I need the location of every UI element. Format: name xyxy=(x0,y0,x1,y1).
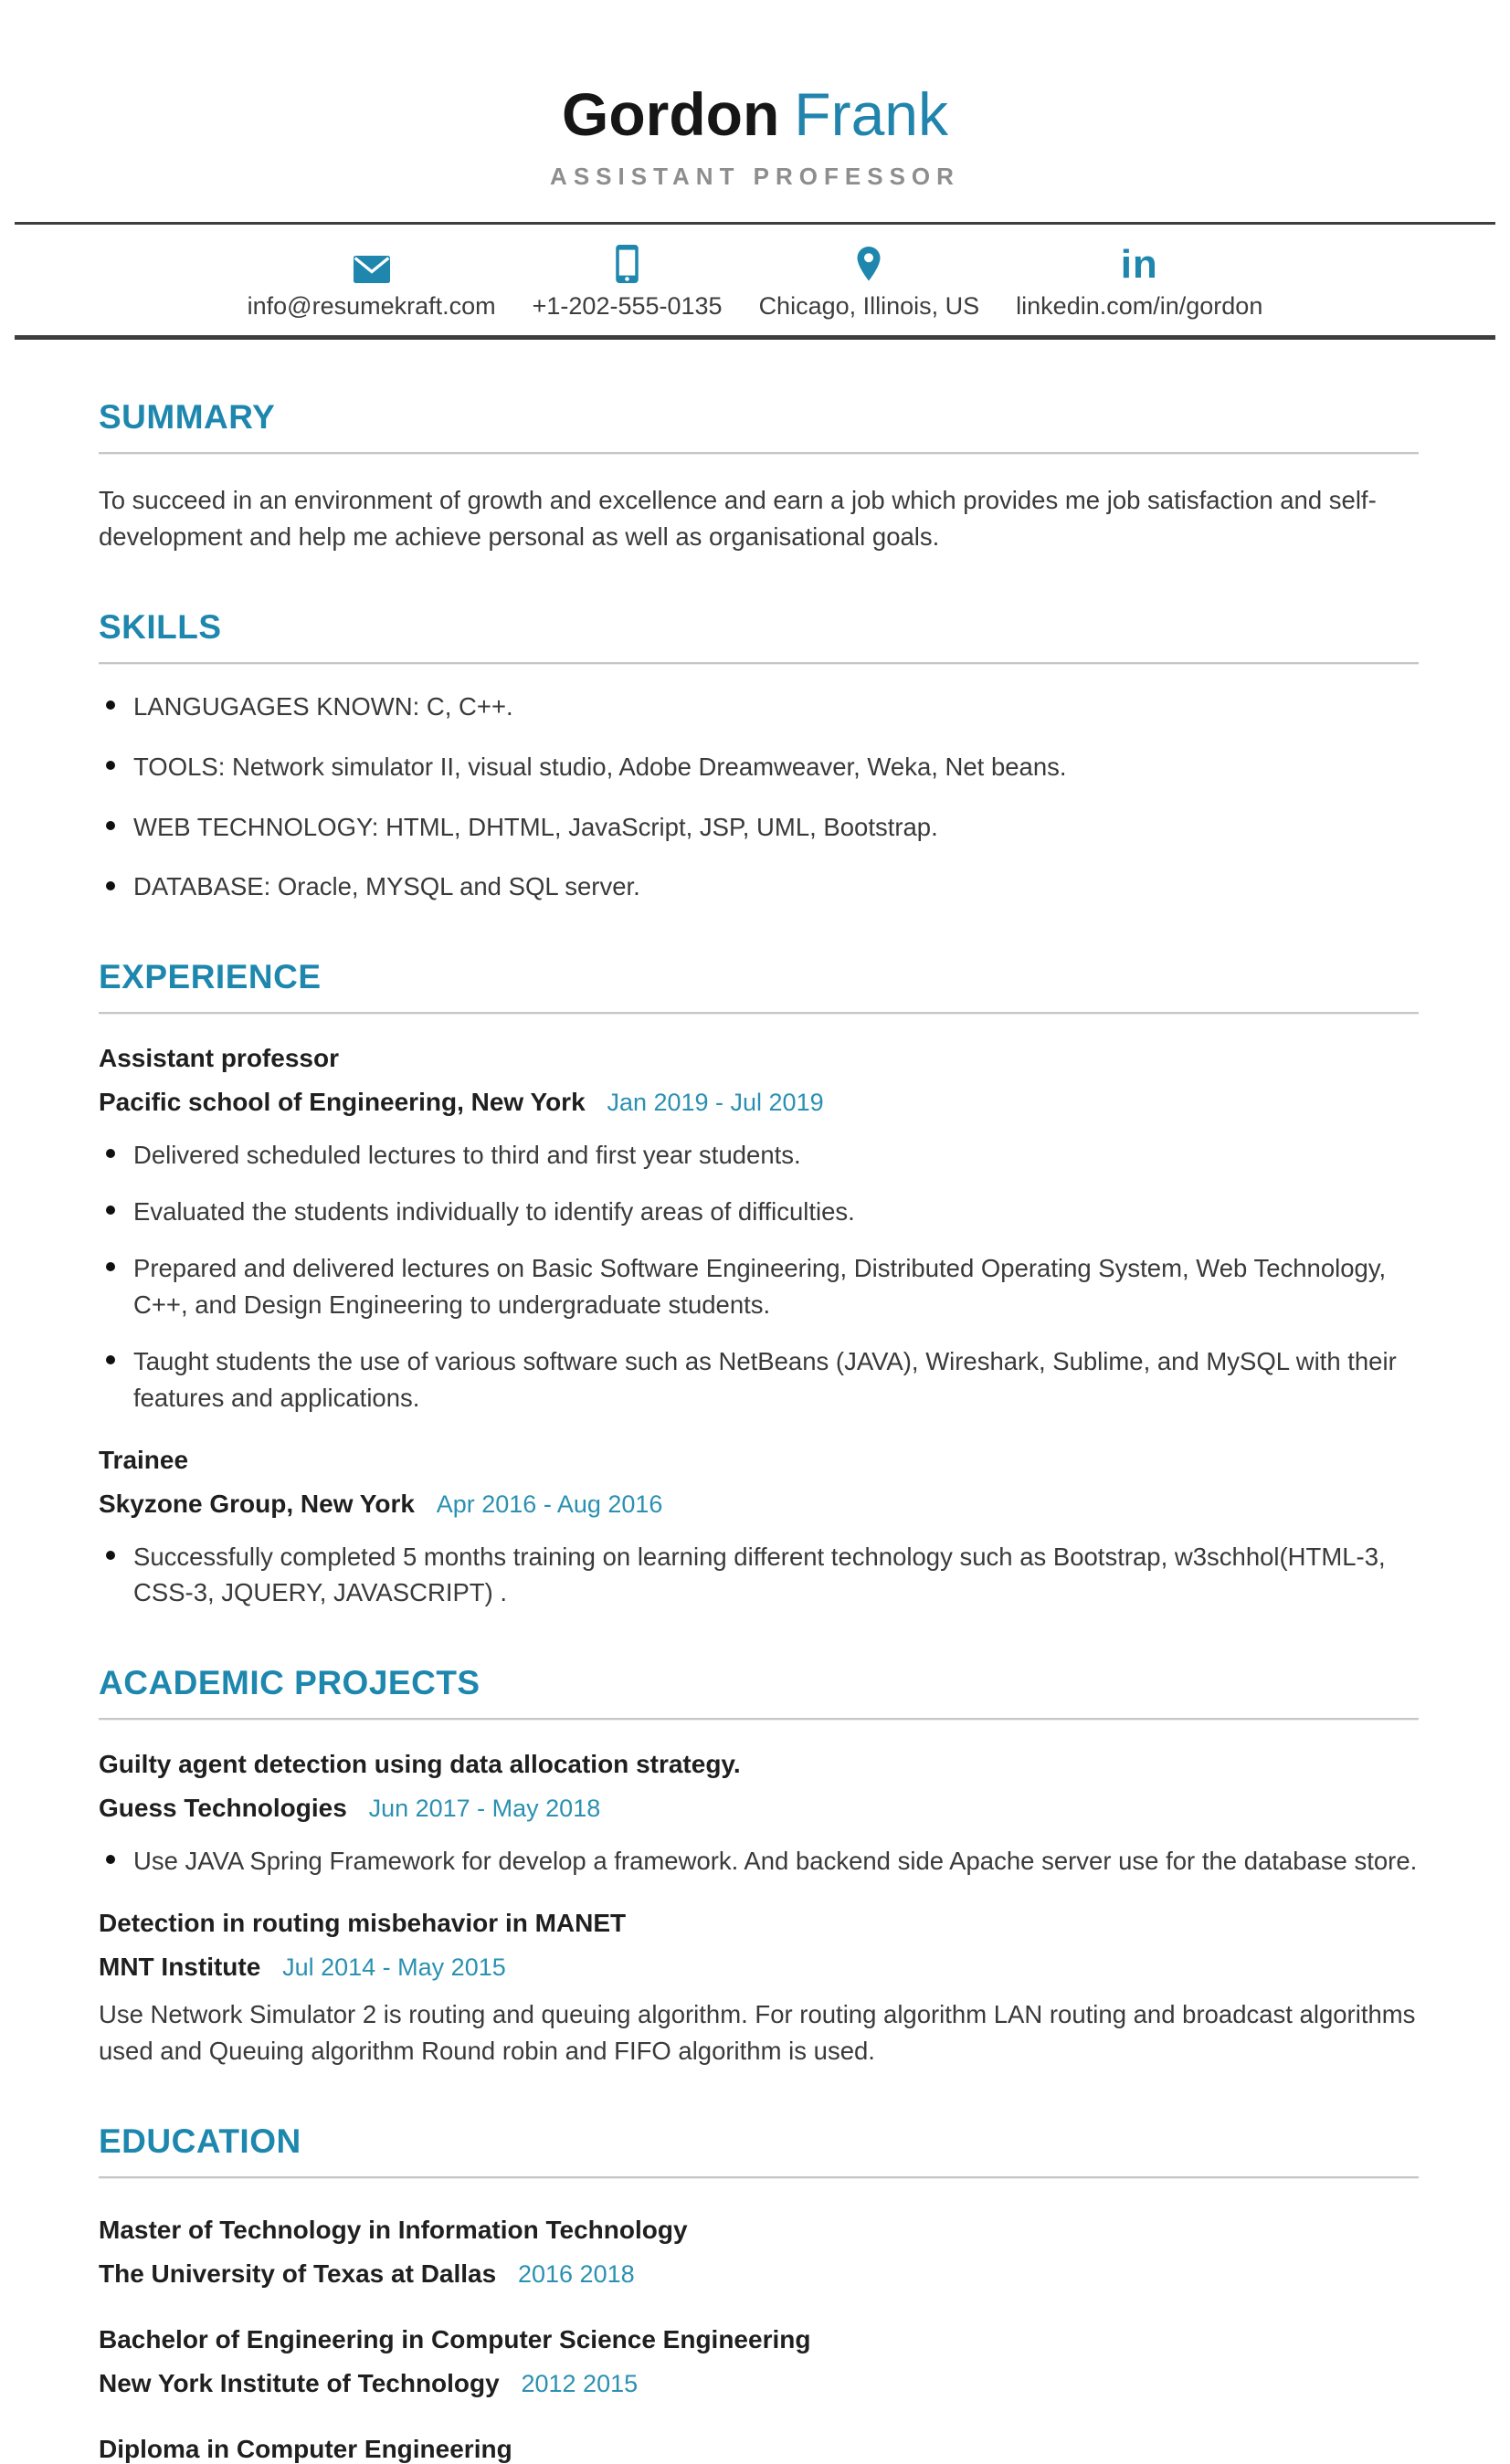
project-paragraph: Use Network Simulator 2 is routing and queuing algorithm. For routing algorithm LAN routing and broadcast algorithms used and Queuing algorithm Round robin and FIFO algorithm is used. xyxy=(99,2000,1416,2065)
education-entry xyxy=(99,2435,1419,2464)
project-entry xyxy=(99,1750,1419,1880)
project-org: Guess Technologies xyxy=(99,1794,347,1823)
job-role: Assistant professor xyxy=(99,1044,339,1073)
experience-heading: EXPERIENCE xyxy=(99,958,322,996)
job-bullets xyxy=(99,1539,1419,1612)
project-org-line xyxy=(99,1794,1419,1823)
last-name: Frank xyxy=(794,80,948,148)
skills-list xyxy=(99,689,1419,906)
school: The University of Texas at Dallas xyxy=(99,2259,497,2288)
job-entry xyxy=(99,1044,1419,1416)
section-education xyxy=(99,2122,1419,2464)
location-text: Chicago, Illinois, US xyxy=(758,292,980,320)
summary-text: To succeed in an environment of growth and excellence and earn a job which provides me job satisfaction and self-development and help me achieve personal as well as organisational goals. xyxy=(99,486,1377,551)
job-company: Pacific school of Engineering, New York xyxy=(99,1088,586,1117)
job-company: Skyzone Group, New York xyxy=(99,1489,415,1518)
job-role: Trainee xyxy=(99,1445,189,1474)
project-title: Guilty agent detection using data allocation strategy. xyxy=(99,1750,741,1779)
email-icon xyxy=(354,243,390,283)
school: New York Institute of Technology xyxy=(99,2368,500,2397)
resume-body xyxy=(0,340,1510,2464)
person-name xyxy=(0,80,1510,148)
job-title: ASSISTANT PROFESSOR xyxy=(550,163,960,190)
education-dates: 2012 2015 xyxy=(521,2369,639,2397)
job-dates: Jan 2019 - Jul 2019 xyxy=(607,1089,824,1117)
education-heading: EDUCATION xyxy=(99,2122,301,2160)
degree: Bachelor of Engineering in Computer Science Engineering xyxy=(99,2324,811,2353)
linkedin-icon: in xyxy=(1120,242,1158,288)
education-entry xyxy=(99,2216,1419,2289)
email-text: info@resumekraft.com xyxy=(247,292,496,320)
bullet-item: Taught students the use of various software such as NetBeans (JAVA), Wireshark, Sublime, and MySQL with their features and applications. xyxy=(99,1343,1419,1416)
contact-item-phone xyxy=(533,243,723,321)
heading-rule xyxy=(99,452,1419,455)
phone-text: +1-202-555-0135 xyxy=(532,292,723,320)
heading-rule xyxy=(99,662,1419,665)
section-experience xyxy=(99,958,1419,1611)
project-title: Detection in routing misbehavior in MANET xyxy=(99,1909,627,1938)
phone-icon xyxy=(616,243,639,283)
bullet-item: Evaluated the students individually to identify areas of difficulties. xyxy=(99,1194,1419,1230)
contact-item-linkedin xyxy=(1016,243,1262,321)
degree: Master of Technology in Information Technology xyxy=(99,2215,688,2244)
bullet-item: Prepared and delivered lectures on Basic Software Engineering, Distributed Operating System, Web Technology, C++, and Design Engineering to undergraduate students. xyxy=(99,1250,1419,1323)
skills-heading: SKILLS xyxy=(99,607,222,646)
heading-rule xyxy=(99,1012,1419,1015)
project-org-line xyxy=(99,1953,1419,1982)
contact-band xyxy=(15,222,1495,340)
resume-header xyxy=(0,0,1510,191)
contact-item-location xyxy=(759,243,980,321)
section-skills xyxy=(99,608,1419,906)
linkedin-text: linkedin.com/in/gordon xyxy=(1016,292,1263,320)
section-summary xyxy=(99,398,1419,555)
project-bullets xyxy=(99,1843,1419,1880)
bullet-item: Use JAVA Spring Framework for develop a framework. And backend side Apache server use for the database store. xyxy=(99,1843,1419,1880)
project-dates: Jun 2017 - May 2018 xyxy=(368,1795,601,1823)
bullet-item: Delivered scheduled lectures to third and first year students. xyxy=(99,1137,1419,1174)
contact-row xyxy=(15,243,1495,321)
skill-item: TOOLS: Network simulator II, visual studio, Adobe Dreamweaver, Weka, Net beans. xyxy=(99,749,1419,785)
school-line xyxy=(99,2259,1419,2289)
job-org-line xyxy=(99,1490,1419,1519)
job-bullets xyxy=(99,1137,1419,1416)
project-entry xyxy=(99,1909,1419,2069)
summary-heading: SUMMARY xyxy=(99,398,276,436)
school-line xyxy=(99,2369,1419,2398)
bullet-item: Successfully completed 5 months training on learning different technology such as Bootstrap, w3schhol(HTML-3, CSS-3, JQUERY, JAVASCRIPT) . xyxy=(99,1539,1419,1612)
degree: Diploma in Computer Engineering xyxy=(99,2434,512,2463)
job-org-line xyxy=(99,1088,1419,1117)
first-name: Gordon xyxy=(561,80,780,148)
education-dates: 2016 2018 xyxy=(517,2259,635,2288)
contact-item-email xyxy=(248,243,496,321)
section-projects xyxy=(99,1664,1419,2069)
project-org: MNT Institute xyxy=(99,1953,261,1982)
projects-heading: ACADEMIC PROJECTS xyxy=(99,1664,480,1702)
job-dates: Apr 2016 - Aug 2016 xyxy=(436,1490,663,1518)
skill-item: DATABASE: Oracle, MYSQL and SQL server. xyxy=(99,869,1419,905)
education-entry xyxy=(99,2325,1419,2398)
heading-rule xyxy=(99,1718,1419,1721)
skill-item: WEB TECHNOLOGY: HTML, DHTML, JavaScript, JSP, UML, Bootstrap. xyxy=(99,809,1419,846)
heading-rule xyxy=(99,2176,1419,2179)
location-pin-icon xyxy=(855,243,882,283)
project-dates: Jul 2014 - May 2015 xyxy=(282,1953,506,1982)
job-entry xyxy=(99,1446,1419,1612)
skill-item: LANGUGAGES KNOWN: C, C++. xyxy=(99,689,1419,725)
